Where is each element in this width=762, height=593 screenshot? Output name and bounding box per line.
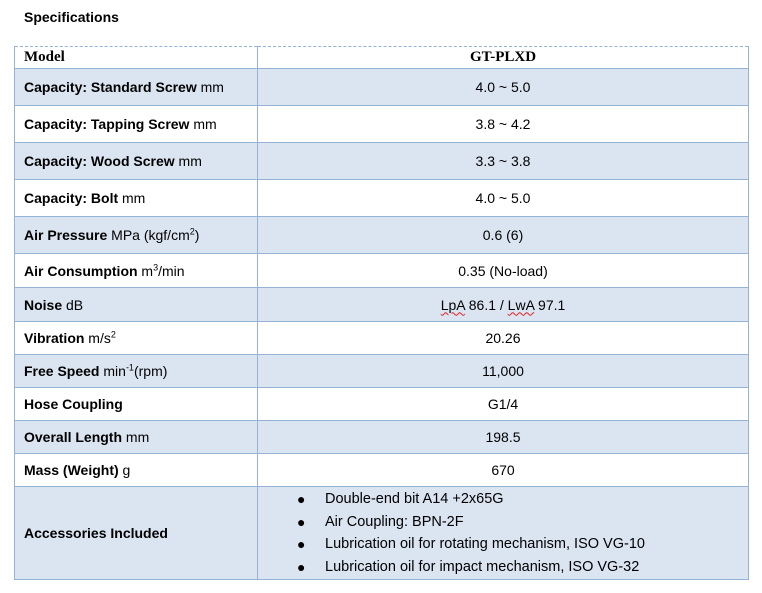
table-row [15,69,749,106]
table-row [15,180,749,217]
table-row [15,217,749,254]
row-unit: $m^3/\min$ [137,261,185,279]
row-unit: mm [174,153,202,169]
row-label: Capacity: Tapping Screw [24,116,190,132]
table-header-row [15,47,749,69]
row-label: Air Pressure [24,227,108,243]
table-row [15,143,749,180]
row-unit: g [118,462,131,478]
table-row [15,421,749,454]
accessories-list-cell [258,487,749,580]
row-value: 11,000 [258,355,749,388]
row-unit: dB [62,296,84,313]
row-label: Capacity: Wood Screw [24,153,175,169]
row-unit: $m/s^2$ [84,329,116,346]
row-label: Noise [24,296,63,313]
row-label: Capacity: Bolt [24,190,119,206]
row-value: LpA 86.1 / LwA 97.1 [258,288,749,322]
row-label: Air Consumption [24,262,138,279]
bullet-icon: ● [297,491,306,507]
list-item: ● Lubrication oil for rotating mechanism, ISO VG-10 [258,533,748,556]
list-item: ● Air Coupling: BPN-2F [258,511,748,534]
table-row [15,355,749,388]
row-label: Mass (Weight) [24,462,119,478]
table-row [15,288,749,322]
row-unit: mm [189,116,217,132]
row-value: 0.6 (6) [258,217,749,254]
bullet-icon: ● [297,536,306,552]
row-label: Accessories Included [24,525,168,541]
spec-table [14,46,749,580]
row-value: 670 [258,454,749,487]
row-value: 198.5 [258,421,749,454]
row-label: Hose Coupling [24,396,123,412]
accessories-list [258,488,748,578]
table-row [15,454,749,487]
model-label: Model [15,47,258,69]
row-value: 4.0 ~ 5.0 [258,69,749,106]
row-value: G1/4 [258,388,749,421]
bullet-icon: ● [297,513,306,530]
row-label: Free Speed [24,363,100,379]
row-label: Capacity: Standard Screw [24,79,197,95]
page-title: Specifications [24,9,119,25]
row-unit: $\min^{-1}(rpm)$ [99,362,168,379]
row-value: 3.8 ~ 4.2 [258,106,749,143]
bullet-icon: ● [297,558,306,575]
table-row [15,388,749,421]
row-value: 20.26 [258,322,749,355]
row-label: Vibration [24,330,85,346]
row-unit: MPa $(kgf/cm^2)$ [107,226,200,243]
model-value: GT-PLXD [258,47,749,69]
row-label: Overall Length [24,429,123,445]
table-row-accessories [15,487,749,580]
row-value: 4.0 ~ 5.0 [258,180,749,217]
table-row [15,106,749,143]
table-row [15,254,749,288]
row-unit: mm [118,190,146,206]
list-item: ● Lubrication oil for impact mechanism, ISO VG-32 [258,556,748,579]
list-item: ● Double-end bit A14 +2x65G [258,488,748,511]
row-value: 0.35 (No-load) [258,254,749,288]
row-unit: mm [196,79,224,95]
row-value: 3.3 ~ 3.8 [258,143,749,180]
row-unit: mm [122,429,150,445]
table-row [15,322,749,355]
